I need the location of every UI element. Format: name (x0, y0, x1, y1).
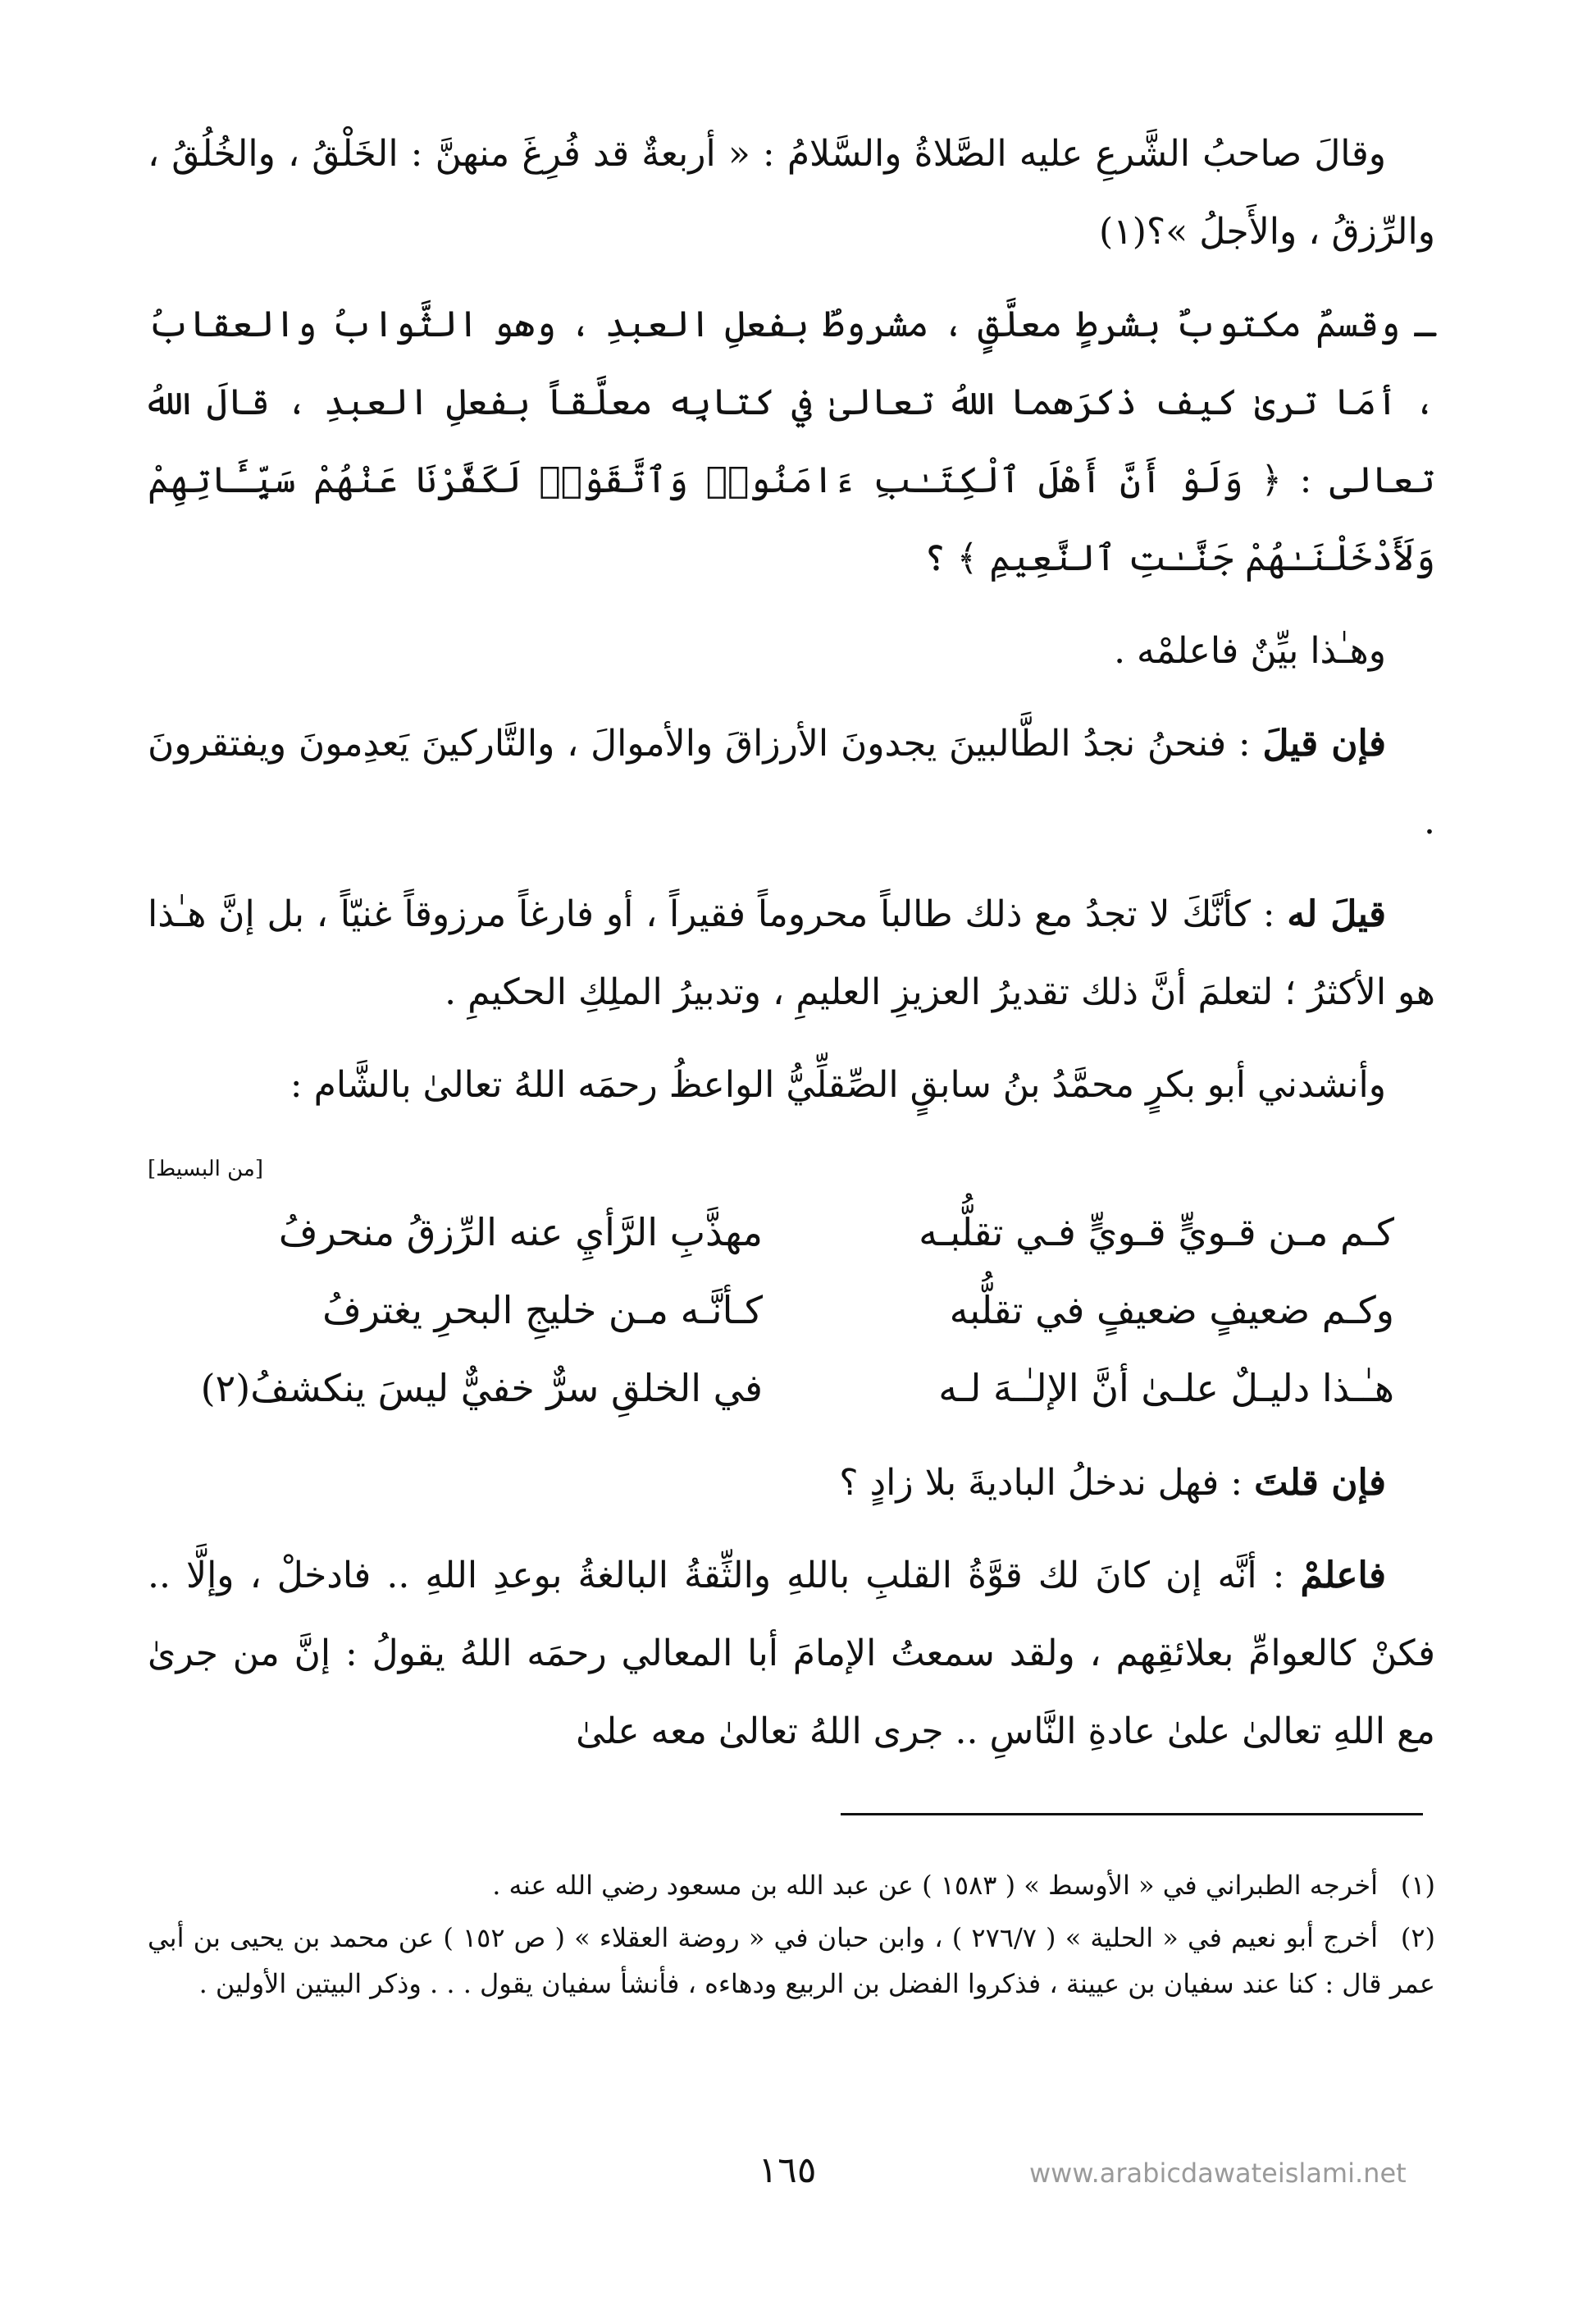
footnote (148, 1915, 1435, 2007)
meter-label: [من البسيط] (148, 1157, 263, 1181)
poem-hemistich-second: في الخلقِ سرٌّ خفيٌّ ليسَ ينكشفُ(٢) (200, 1366, 763, 1410)
poem-line (189, 1194, 1394, 1272)
poem (189, 1194, 1394, 1427)
footnote-text: أخرج أبو نعيم في « الحلية » ( ٢٧٦/٧ ) ، وابن حبان في « روضة العقلاء » ( ص ١٥٢ ) عن محمد بن يحيى بن أبي عمر قال : كنا عند سفيان بن عيينة ، فذكروا الفضل بن الربيع ودهاءه ، فأنشأ سفيان يقول . . . وذكر البيتين الأولين . (148, 1922, 1435, 1999)
footnote-divider (841, 1813, 1423, 1815)
footnote-number: (٢) (1400, 1922, 1436, 1953)
poem-hemistich-second: كـأنَّـه مـن خليجِ البحرِ يغترفُ (322, 1288, 763, 1332)
poem-hemistich-second: مهذَّبِ الرَّأيِ عنه الرِّزقُ منحرفُ (278, 1210, 763, 1254)
paragraph-clear: وهـٰذا بيِّنٌ فاعلمْه . (1114, 630, 1386, 672)
paragraph-hadith: وقالَ صاحبُ الشَّرعِ عليه الصَّلاةُ والسَّلامُ : « أربعةٌ قد فُرِغَ منهنَّ : الخَلْقُ ، والخُلُقُ ، والرِّزقُ ، والأَجلُ »؟(١) (148, 133, 1435, 253)
poem-intro-text: وأنشدني أبو بكرٍ محمَّدُ بنُ سابقٍ الصِّقلِّيُّ الواعظُ رحمَه اللهُ تعالىٰ بالشَّام : (290, 1064, 1386, 1106)
reply-lead: قيلَ له (1287, 893, 1386, 935)
watermark-url: www.arabicdawateislami.net (1029, 2158, 1407, 2189)
poem-hemistich-first: كـم مـن قـويٍّ قـويٍّ فـي تقلُّبـه (919, 1210, 1394, 1254)
paragraph-objection (148, 705, 1435, 861)
poem-hemistich-first: وكـم ضعيفٍ ضعيفٍ في تقلُّبه (949, 1288, 1394, 1332)
footnote-number: (١) (1400, 1870, 1435, 1901)
paragraph-reply (148, 875, 1435, 1031)
objection-text: : فنحنُ نجدُ الطَّالبينَ يجدونَ الأرزاقَ والأموالَ ، والتَّاركينَ يَعدِمونَ ويفتقرونَ . (148, 723, 1435, 843)
footnotes (148, 1862, 1435, 2013)
page-number: ١٦٥ (758, 2149, 817, 2191)
main-text-continued (148, 1444, 1435, 1785)
objection-lead: فإن قيلَ (1262, 723, 1386, 765)
question-text: : فهل ندخلُ الباديةَ بلا زادٍ ؟ (839, 1462, 1255, 1504)
question-lead: فإن قلتَ (1254, 1462, 1386, 1504)
main-text (148, 115, 1435, 1208)
poem-line (189, 1272, 1394, 1349)
paragraph-poem-intro (148, 1046, 1435, 1181)
paragraph-question (148, 1444, 1435, 1522)
footnote (148, 1862, 1435, 1908)
answer-lead: فاعلمْ (1300, 1555, 1386, 1596)
answer-text: : أنَّه إن كانَ لك قوَّةُ القلبِ باللهِ والثِّقةُ البالغةُ بوعدِ اللهِ .. فادخلْ ، وإلَّا .. فكنْ كالعوامِّ بعلائقِهم ، ولقد سمعتُ الإمامَ أبا المعالي رحمَه اللهُ يقولُ : إنَّ من جرىٰ مع اللهِ تعالىٰ علىٰ عادةِ النَّاسِ .. جرى اللهُ تعالىٰ معه علىٰ (148, 1555, 1435, 1752)
reply-text: : كأنَّكَ لا تجدُ مع ذلك طالباً محروماً فقيراً ، أو فارغاً مرزوقاً غنيّاً ، بل إنَّ هـٰذا هو الأكثرُ ؛ لتعلمَ أنَّ ذلك تقديرُ العزيزِ العليمِ ، وتدبيرُ الملِكِ الحكيمِ . (148, 893, 1435, 1013)
footnote-text: أخرجه الطبراني في « الأوسط » ( ١٥٨٣ ) عن عبد الله بن مسعود رضي الله عنه . (492, 1870, 1378, 1901)
paragraph-conditional-decree: ـ وقسمٌ مكتوبٌ بشرطٍ معلَّقٍ ، مشروطٌ بفعلِ العبدِ ، وهو الثَّوابُ والعقابُ ، أمَا ترىٰ كيف ذكرَهما اللهُ تعالىٰ في كتابِه معلَّقاً بفعلِ العبدِ ، قالَ اللهُ تعالى : ﴿ وَلَوْ أَنَّ أَهْلَ ٱلْكِتَـٰبِ ءَامَنُوا۟ وَٱتَّقَوْا۟ لَكَفَّرْنَا عَنْهُمْ سَيِّـَٔاتِهِمْ وَلَأَدْخَلْنَـٰهُمْ جَنَّـٰتِ ٱلنَّعِيمِ ﴾ ؟ (148, 304, 1435, 579)
poem-line (189, 1349, 1394, 1427)
paragraph-answer (148, 1537, 1435, 1770)
poem-hemistich-first: هـٰـذا دليـلٌ علـىٰ أنَّ الإلـٰـهَ لـه (938, 1366, 1394, 1410)
